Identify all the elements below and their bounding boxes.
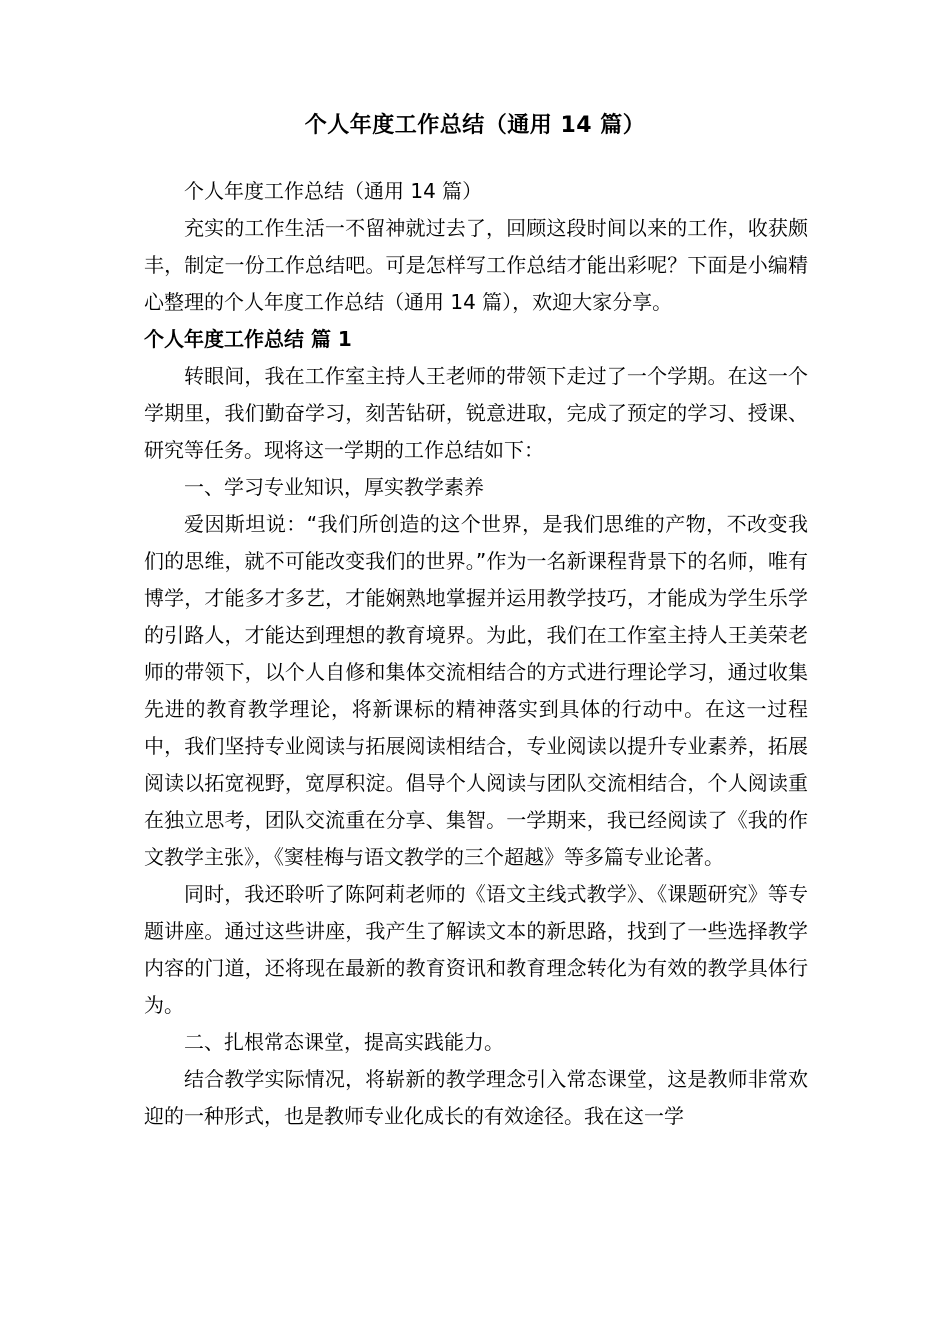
paragraph: 同时，我还聆听了陈阿莉老师的《语文主线式教学》、《课题研究》等专题讲座。通过这些讲座，我产生了解读文本的新思路，找到了一些选择教学内容的门道，还将现在最新的教育资讯和教育理念转化为有效的教学具体行为。	[144, 882, 808, 1017]
document-body	[144, 173, 808, 1135]
subsection-heading: 一、学习专业知识，厚实教学素养	[184, 475, 484, 499]
section-heading: 个人年度工作总结 篇 1	[144, 327, 352, 351]
document-title: 个人年度工作总结（通用 14 篇）	[304, 113, 646, 138]
paragraph: 结合教学实际情况，将崭新的教学理念引入常态课堂，这是教师非常欢迎的一种形式，也是教师专业化成长的有效途径。我在这一学	[144, 1067, 808, 1128]
subsection-heading: 二、扎根常态课堂，提高实践能力。	[184, 1030, 504, 1054]
paragraph-intro: 充实的工作生活一不留神就过去了，回顾这段时间以来的工作，收获颇丰，制定一份工作总结吧。可是怎样写工作总结才能出彩呢？下面是小编精心整理的个人年度工作总结（通用 14 篇），欢迎大家分享。	[144, 216, 808, 314]
paragraph: 爱因斯坦说：“我们所创造的这个世界，是我们思维的产物，不改变我们的思维，就不可能改变我们的世界。”作为一名新课程背景下的名师，唯有博学，才能多才多艺，才能娴熟地掌握并运用教学技巧，才能成为学生乐学的引路人，才能达到理想的教育境界。为此，我们在工作室主持人王美荣老师的带领下，以个人自修和集体交流相结合的方式进行理论学习，通过收集先进的教育教学理论，将新课标的精神落实到具体的行动中。在这一过程中，我们坚持专业阅读与拓展阅读相结合，专业阅读以提升专业素养，拓展阅读以拓宽视野，宽厚积淀。倡导个人阅读与团队交流相结合，个人阅读重在独立思考，团队交流重在分享、集智。一学期来，我已经阅读了《我的作文教学主张》，《窦桂梅与语文教学的三个超越》等多篇专业论著。	[144, 512, 808, 869]
paragraph: 转眼间，我在工作室主持人王老师的带领下走过了一个学期。在这一个学期里，我们勤奋学习，刻苦钻研，锐意进取，完成了预定的学习、授课、研究等任务。现将这一学期的工作总结如下：	[144, 364, 808, 462]
paragraph-repeat-title: 个人年度工作总结（通用 14 篇）	[184, 179, 483, 203]
